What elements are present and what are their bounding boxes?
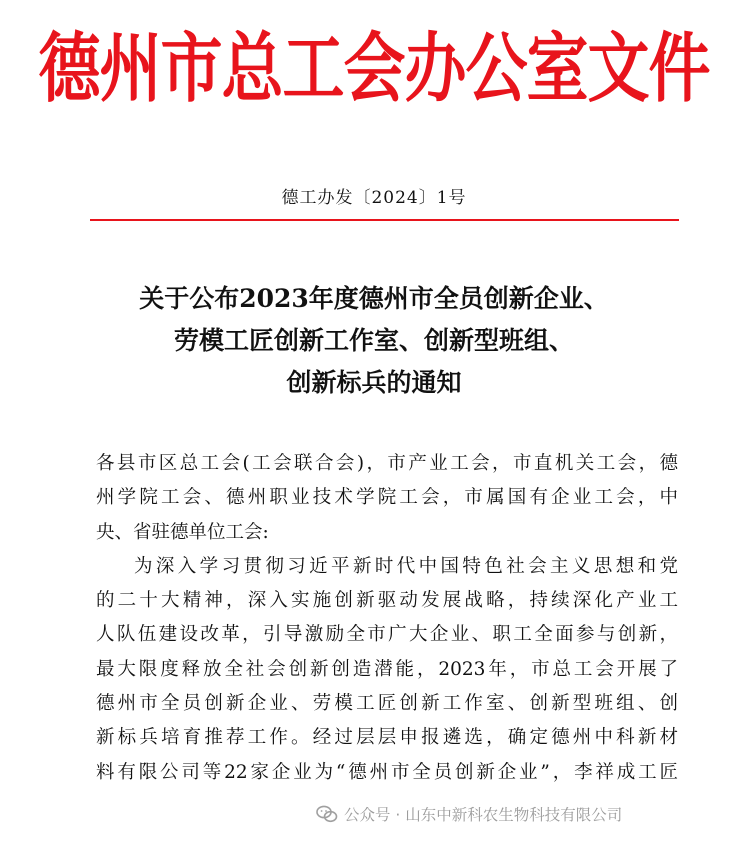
paragraph-line: 德州市全员创新企业、劳模工匠创新工作室、创新型班组、创 bbox=[96, 693, 678, 715]
addressee-line: 各县市区总工会(工会联合会)，市产业工会，市直机关工会，德 bbox=[96, 453, 678, 474]
title-line: 劳模工匠创新工作室、创新型班组、 bbox=[173, 326, 574, 355]
title-line: 关于公布2023年度德州市全员创新企业、 bbox=[139, 284, 609, 313]
watermark bbox=[316, 799, 622, 829]
paragraph-line: 人队伍建设改革，引导激励全市广大企业、职工全面参与创新， bbox=[96, 624, 678, 646]
addressee-line: 州学院工会、德州职业技术学院工会，市属国有企业工会，中 bbox=[96, 487, 678, 509]
paragraph-line: 最大限度释放全社会创新创造潜能，2023年，市总工会开展了 bbox=[96, 658, 678, 680]
document-number: 德工办发〔2024〕1号 bbox=[281, 188, 467, 208]
wechat-icon bbox=[316, 805, 338, 823]
red-divider bbox=[90, 219, 679, 221]
issuer-title: 德州市总工会办公室文件 bbox=[38, 23, 710, 113]
paragraph-line: 料有限公司等22家企业为“德州市全员创新企业”，李祥成工匠 bbox=[96, 761, 678, 783]
paragraph-line: 为深入学习贯彻习近平新时代中国特色社会主义思想和党 bbox=[134, 555, 678, 577]
paragraph-line: 新标兵培育推荐工作。经过层层申报遴选，确定德州中科新材 bbox=[96, 727, 678, 749]
body-text bbox=[96, 447, 678, 790]
addressee-line: 央、省驻德单位工会: bbox=[96, 521, 269, 543]
paragraph-line: 的二十大精神，深入实施创新驱动发展战略，持续深化产业工 bbox=[96, 590, 678, 612]
notice-title bbox=[0, 278, 748, 404]
title-line: 创新标兵的通知 bbox=[286, 368, 462, 397]
watermark-text: 公众号 · 山东中新科农生物科技有限公司 bbox=[344, 806, 623, 824]
